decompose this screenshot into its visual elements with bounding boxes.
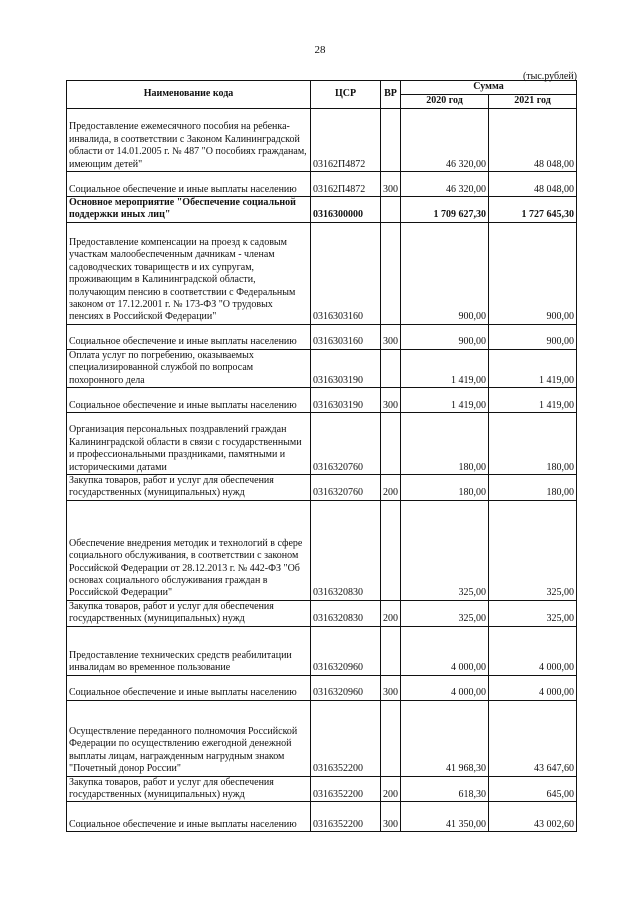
header-sum: Сумма — [401, 81, 577, 95]
row-amount-2020: 46 320,00 — [401, 109, 489, 172]
row-name: Социальное обеспечение и иные выплаты населению — [67, 324, 311, 349]
row-csr: 0316320760 — [311, 413, 381, 475]
row-csr: 0316352200 — [311, 776, 381, 802]
table-row — [67, 172, 577, 197]
row-name: Закупка товаров, работ и услуг для обеспечения государственных (муниципальных) нужд — [67, 776, 311, 802]
row-amount-2020: 900,00 — [401, 222, 489, 324]
row-vr: 300 — [381, 675, 401, 700]
row-vr: 200 — [381, 600, 401, 626]
row-vr — [381, 500, 401, 600]
table-row — [67, 600, 577, 626]
row-name: Основное мероприятие "Обеспечение социальной поддержки иных лиц" — [67, 197, 311, 223]
table-row — [67, 222, 577, 324]
row-name: Закупка товаров, работ и услуг для обеспечения государственных (муниципальных) нужд — [67, 475, 311, 501]
row-csr: 0316320960 — [311, 675, 381, 700]
row-csr: 0316320760 — [311, 475, 381, 501]
row-name: Предоставление ежемесячного пособия на ребенка-инвалида, в соответствии с Законом Калининградской области от 14.01.2005 г. № 487 "О пособиях гражданам, имеющим детей" — [67, 109, 311, 172]
row-amount-2021: 43 002,60 — [489, 802, 577, 832]
row-amount-2021: 325,00 — [489, 500, 577, 600]
row-amount-2020: 1 419,00 — [401, 388, 489, 413]
row-name: Осуществление переданного полномочия Российской Федерации по осуществлению ежегодной денежной выплаты лицам, награжденным нагрудным знаком "Почетный донор России" — [67, 700, 311, 776]
row-name: Организация персональных поздравлений граждан Калининградской области в связи с государственными и профессиональными праздниками, памятными и историческими датами — [67, 413, 311, 475]
header-year-2021: 2021 год — [489, 95, 577, 109]
row-csr: 0316303190 — [311, 349, 381, 387]
row-amount-2020: 1 709 627,30 — [401, 197, 489, 223]
row-vr: 200 — [381, 475, 401, 501]
units-label: (тыс.рублей) — [522, 71, 577, 82]
row-amount-2020: 4 000,00 — [401, 675, 489, 700]
row-csr: 0316320830 — [311, 500, 381, 600]
row-csr: 0316303160 — [311, 324, 381, 349]
row-vr — [381, 626, 401, 675]
row-amount-2020: 41 968,30 — [401, 700, 489, 776]
row-csr: 03162П4872 — [311, 172, 381, 197]
row-name: Социальное обеспечение и иные выплаты населению — [67, 802, 311, 832]
row-vr — [381, 700, 401, 776]
row-name: Предоставление компенсации на проезд к садовым участкам малообеспеченным дачникам - членам садоводческих товариществ и их супругам, проживающим в Калининградской области, получающим пенсию в соответствии с Федеральным законом от 17.12.2001 г. № 173-ФЗ "О трудовых пенсиях в Российской Федерации" — [67, 222, 311, 324]
row-vr — [381, 349, 401, 387]
row-amount-2020: 325,00 — [401, 600, 489, 626]
row-vr — [381, 413, 401, 475]
table-row — [67, 388, 577, 413]
row-amount-2020: 41 350,00 — [401, 802, 489, 832]
table-row — [67, 626, 577, 675]
row-name: Обеспечение внедрения методик и технологий в сфере социального обслуживания, в соответствии с законом Российской Федерации от 28.12.2013 г. № 442-ФЗ "Об основах социального обслуживания граждан в Российской Федерации" — [67, 500, 311, 600]
row-amount-2021: 900,00 — [489, 324, 577, 349]
row-amount-2021: 43 647,60 — [489, 700, 577, 776]
table-header — [67, 81, 577, 109]
table-row — [67, 475, 577, 501]
row-amount-2020: 180,00 — [401, 475, 489, 501]
row-amount-2020: 900,00 — [401, 324, 489, 349]
row-amount-2021: 1 419,00 — [489, 388, 577, 413]
budget-table — [66, 80, 577, 832]
row-amount-2021: 4 000,00 — [489, 626, 577, 675]
row-amount-2020: 618,30 — [401, 776, 489, 802]
table-row — [67, 802, 577, 832]
header-year-2020: 2020 год — [401, 95, 489, 109]
row-amount-2021: 48 048,00 — [489, 172, 577, 197]
row-amount-2021: 48 048,00 — [489, 109, 577, 172]
row-csr: 0316300000 — [311, 197, 381, 223]
row-vr: 300 — [381, 802, 401, 832]
table-row — [67, 500, 577, 600]
table-row — [67, 413, 577, 475]
row-name: Социальное обеспечение и иные выплаты населению — [67, 388, 311, 413]
table-row — [67, 700, 577, 776]
table-row — [67, 776, 577, 802]
table-row — [67, 349, 577, 387]
header-vr: ВР — [381, 81, 401, 109]
row-amount-2021: 180,00 — [489, 413, 577, 475]
row-csr: 0316320960 — [311, 626, 381, 675]
page-number: 28 — [314, 44, 326, 56]
table-row — [67, 324, 577, 349]
header-name: Наименование кода — [67, 81, 311, 109]
row-csr: 0316303160 — [311, 222, 381, 324]
row-amount-2021: 180,00 — [489, 475, 577, 501]
row-csr: 0316303190 — [311, 388, 381, 413]
row-csr: 0316352200 — [311, 802, 381, 832]
row-vr — [381, 109, 401, 172]
row-amount-2021: 900,00 — [489, 222, 577, 324]
table-row — [67, 197, 577, 223]
row-vr: 300 — [381, 172, 401, 197]
row-amount-2021: 645,00 — [489, 776, 577, 802]
row-amount-2020: 4 000,00 — [401, 626, 489, 675]
row-name: Социальное обеспечение и иные выплаты населению — [67, 172, 311, 197]
row-amount-2020: 46 320,00 — [401, 172, 489, 197]
row-amount-2021: 1 727 645,30 — [489, 197, 577, 223]
row-amount-2021: 325,00 — [489, 600, 577, 626]
row-vr — [381, 197, 401, 223]
header-csr: ЦСР — [311, 81, 381, 109]
row-amount-2020: 1 419,00 — [401, 349, 489, 387]
row-csr: 0316352200 — [311, 700, 381, 776]
row-name: Закупка товаров, работ и услуг для обеспечения государственных (муниципальных) нужд — [67, 600, 311, 626]
row-amount-2021: 4 000,00 — [489, 675, 577, 700]
table-body — [67, 109, 577, 832]
row-name: Социальное обеспечение и иные выплаты населению — [67, 675, 311, 700]
row-vr: 300 — [381, 388, 401, 413]
row-amount-2021: 1 419,00 — [489, 349, 577, 387]
row-vr — [381, 222, 401, 324]
row-amount-2020: 180,00 — [401, 413, 489, 475]
row-name: Оплата услуг по погребению, оказываемых специализированной службой по вопросам похоронного дела — [67, 349, 311, 387]
row-csr: 03162П4872 — [311, 109, 381, 172]
row-vr: 200 — [381, 776, 401, 802]
row-amount-2020: 325,00 — [401, 500, 489, 600]
row-vr: 300 — [381, 324, 401, 349]
row-name: Предоставление технических средств реабилитации инвалидам во временное пользование — [67, 626, 311, 675]
row-csr: 0316320830 — [311, 600, 381, 626]
table-row — [67, 109, 577, 172]
table-row — [67, 675, 577, 700]
